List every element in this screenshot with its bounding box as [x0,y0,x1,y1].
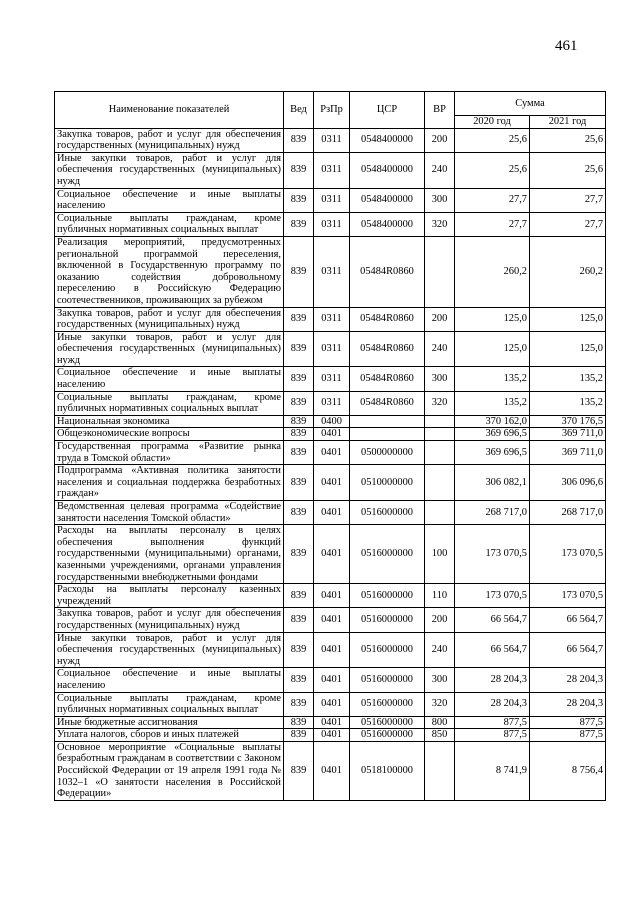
cell-rzpr: 0311 [314,128,350,152]
cell-name: Расходы на выплаты персоналу казенных учреждений [55,584,284,608]
table-body [55,128,606,800]
cell-vr [425,415,455,428]
cell-amount-2021: 27,7 [530,212,606,236]
table-row [55,584,606,608]
cell-vr [425,501,455,525]
cell-ved: 839 [284,741,314,800]
cell-vr: 100 [425,525,455,584]
cell-rzpr: 0401 [314,428,350,441]
cell-vr [425,465,455,501]
cell-amount-2021: 125,0 [530,307,606,331]
cell-vr: 800 [425,716,455,729]
cell-amount-2021: 27,7 [530,188,606,212]
cell-name: Социальные выплаты гражданам, кроме публичных нормативных социальных выплат [55,212,284,236]
table-row [55,729,606,742]
cell-name: Иные бюджетные ассигнования [55,716,284,729]
cell-amount-2021: 173 070,5 [530,525,606,584]
col-header-sum: Сумма [455,92,606,116]
cell-vr: 240 [425,331,455,367]
cell-amount-2021: 135,2 [530,367,606,391]
cell-rzpr: 0311 [314,307,350,331]
cell-amount-2021: 25,6 [530,152,606,188]
cell-ved: 839 [284,331,314,367]
cell-name: Социальное обеспечение и иные выплаты населению [55,367,284,391]
table-row [55,608,606,632]
cell-csr: 0548400000 [350,188,425,212]
col-header-2021: 2021 год [530,116,606,129]
cell-ved: 839 [284,152,314,188]
cell-amount-2020: 28 204,3 [455,692,530,716]
cell-ved: 839 [284,188,314,212]
cell-rzpr: 0401 [314,584,350,608]
cell-amount-2021: 370 176,5 [530,415,606,428]
cell-name: Закупка товаров, работ и услуг для обеспечения государственных (муниципальных) нужд [55,307,284,331]
cell-amount-2021: 125,0 [530,331,606,367]
cell-rzpr: 0401 [314,692,350,716]
cell-ved: 839 [284,367,314,391]
table-row [55,415,606,428]
table-row [55,692,606,716]
cell-vr: 200 [425,128,455,152]
table-row [55,668,606,692]
cell-vr: 110 [425,584,455,608]
cell-amount-2021: 28 204,3 [530,692,606,716]
cell-vr [425,236,455,307]
cell-amount-2020: 66 564,7 [455,632,530,668]
cell-ved: 839 [284,391,314,415]
cell-ved: 839 [284,465,314,501]
cell-csr [350,428,425,441]
cell-ved: 839 [284,716,314,729]
cell-ved: 839 [284,608,314,632]
cell-amount-2021: 260,2 [530,236,606,307]
cell-csr: 0516000000 [350,632,425,668]
cell-amount-2021: 369 711,0 [530,441,606,465]
col-header-ved: Вед [284,92,314,129]
table-row [55,188,606,212]
cell-name: Уплата налогов, сборов и иных платежей [55,729,284,742]
cell-amount-2021: 25,6 [530,128,606,152]
cell-rzpr: 0400 [314,415,350,428]
cell-ved: 839 [284,525,314,584]
cell-amount-2021: 877,5 [530,716,606,729]
cell-csr: 0548400000 [350,212,425,236]
col-header-vr: ВР [425,92,455,129]
cell-amount-2021: 66 564,7 [530,632,606,668]
col-header-name: Наименование показателей [55,92,284,129]
cell-ved: 839 [284,428,314,441]
cell-amount-2020: 8 741,9 [455,741,530,800]
cell-amount-2020: 27,7 [455,212,530,236]
cell-rzpr: 0401 [314,716,350,729]
cell-name: Основное мероприятие «Социальные выплаты безработным гражданам в соответствии с Законом Российской Федерации от 19 апреля 1991 года № 1032–1 «О занятости населения в Российской Федерации» [55,741,284,800]
cell-vr: 300 [425,188,455,212]
cell-amount-2020: 306 082,1 [455,465,530,501]
cell-amount-2020: 25,6 [455,128,530,152]
cell-amount-2020: 369 696,5 [455,428,530,441]
cell-amount-2021: 28 204,3 [530,668,606,692]
col-header-2020: 2020 год [455,116,530,129]
cell-amount-2021: 135,2 [530,391,606,415]
cell-amount-2020: 268 717,0 [455,501,530,525]
page-number: 461 [555,38,578,54]
cell-amount-2021: 306 096,6 [530,465,606,501]
cell-rzpr: 0401 [314,525,350,584]
cell-vr: 300 [425,668,455,692]
table-row [55,525,606,584]
table-row [55,307,606,331]
cell-amount-2020: 877,5 [455,716,530,729]
cell-amount-2020: 27,7 [455,188,530,212]
cell-amount-2020: 125,0 [455,331,530,367]
table-row [55,428,606,441]
cell-name: Социальное обеспечение и иные выплаты населению [55,188,284,212]
cell-name: Социальное обеспечение и иные выплаты населению [55,668,284,692]
cell-ved: 839 [284,212,314,236]
budget-table [54,91,606,801]
cell-csr: 0516000000 [350,501,425,525]
cell-rzpr: 0401 [314,668,350,692]
cell-rzpr: 0401 [314,729,350,742]
cell-name: Государственная программа «Развитие рынка труда в Томской области» [55,441,284,465]
col-header-csr: ЦСР [350,92,425,129]
cell-amount-2020: 135,2 [455,367,530,391]
cell-rzpr: 0401 [314,441,350,465]
cell-csr: 0516000000 [350,729,425,742]
cell-name: Иные закупки товаров, работ и услуг для обеспечения государственных (муниципальных) нужд [55,331,284,367]
table-row [55,367,606,391]
cell-amount-2020: 125,0 [455,307,530,331]
cell-csr: 0516000000 [350,525,425,584]
table-row [55,212,606,236]
cell-amount-2020: 370 162,0 [455,415,530,428]
cell-vr [425,741,455,800]
cell-rzpr: 0311 [314,236,350,307]
cell-amount-2020: 260,2 [455,236,530,307]
cell-amount-2021: 369 711,0 [530,428,606,441]
table-row [55,465,606,501]
cell-amount-2020: 28 204,3 [455,668,530,692]
cell-name: Расходы на выплаты персоналу в целях обеспечения выполнения функций государственными (муниципальными) органами, казенными учреждениями, органами управления государственными внебюджетными фондами [55,525,284,584]
cell-vr: 320 [425,692,455,716]
cell-rzpr: 0311 [314,152,350,188]
table-row [55,716,606,729]
cell-name: Общеэкономические вопросы [55,428,284,441]
cell-rzpr: 0401 [314,632,350,668]
cell-amount-2021: 173 070,5 [530,584,606,608]
cell-ved: 839 [284,307,314,331]
cell-csr: 05484R0860 [350,236,425,307]
cell-ved: 839 [284,668,314,692]
cell-ved: 839 [284,441,314,465]
cell-name: Социальные выплаты гражданам, кроме публичных нормативных социальных выплат [55,692,284,716]
cell-name: Подпрограмма «Активная политика занятости населения и социальная поддержка безработных граждан» [55,465,284,501]
cell-vr: 240 [425,152,455,188]
cell-name: Реализация мероприятий, предусмотренных региональной программой переселения, включенной в Государственную программу по оказанию содействия добровольному переселению в Российскую Федерацию соотечественников, проживающих за рубежом [55,236,284,307]
cell-amount-2020: 25,6 [455,152,530,188]
cell-vr: 200 [425,608,455,632]
cell-ved: 839 [284,584,314,608]
cell-csr: 05484R0860 [350,367,425,391]
cell-vr: 200 [425,307,455,331]
cell-name: Закупка товаров, работ и услуг для обеспечения государственных (муниципальных) нужд [55,608,284,632]
table-row [55,236,606,307]
cell-vr [425,441,455,465]
cell-name: Иные закупки товаров, работ и услуг для обеспечения государственных (муниципальных) нужд [55,152,284,188]
cell-amount-2020: 369 696,5 [455,441,530,465]
table-row [55,391,606,415]
cell-ved: 839 [284,128,314,152]
cell-rzpr: 0311 [314,331,350,367]
cell-rzpr: 0311 [314,188,350,212]
cell-ved: 839 [284,501,314,525]
cell-csr: 0500000000 [350,441,425,465]
cell-csr: 0516000000 [350,692,425,716]
cell-amount-2020: 173 070,5 [455,584,530,608]
cell-amount-2021: 268 717,0 [530,501,606,525]
cell-rzpr: 0311 [314,367,350,391]
cell-ved: 839 [284,729,314,742]
cell-vr: 320 [425,391,455,415]
table-row [55,331,606,367]
cell-name: Социальные выплаты гражданам, кроме публичных нормативных социальных выплат [55,391,284,415]
cell-csr: 05484R0860 [350,391,425,415]
cell-amount-2021: 877,5 [530,729,606,742]
cell-vr: 300 [425,367,455,391]
cell-vr [425,428,455,441]
cell-rzpr: 0401 [314,608,350,632]
cell-csr: 0510000000 [350,465,425,501]
cell-csr [350,415,425,428]
cell-rzpr: 0311 [314,212,350,236]
cell-vr: 240 [425,632,455,668]
table-row [55,632,606,668]
cell-amount-2020: 135,2 [455,391,530,415]
cell-ved: 839 [284,632,314,668]
table-row [55,128,606,152]
cell-ved: 839 [284,236,314,307]
col-header-rzpr: РзПр [314,92,350,129]
cell-rzpr: 0401 [314,501,350,525]
cell-csr: 0516000000 [350,668,425,692]
cell-amount-2020: 66 564,7 [455,608,530,632]
cell-name: Закупка товаров, работ и услуг для обеспечения государственных (муниципальных) нужд [55,128,284,152]
cell-amount-2020: 877,5 [455,729,530,742]
cell-csr: 0516000000 [350,716,425,729]
cell-csr: 0548400000 [350,152,425,188]
cell-amount-2021: 8 756,4 [530,741,606,800]
cell-rzpr: 0401 [314,465,350,501]
cell-name: Ведомственная целевая программа «Содействие занятости населения Томской области» [55,501,284,525]
cell-csr: 05484R0860 [350,307,425,331]
cell-rzpr: 0401 [314,741,350,800]
cell-ved: 839 [284,415,314,428]
cell-csr: 0518100000 [350,741,425,800]
cell-csr: 0516000000 [350,608,425,632]
table-row [55,152,606,188]
table-row [55,501,606,525]
cell-csr: 0548400000 [350,128,425,152]
table-row [55,741,606,800]
cell-ved: 839 [284,692,314,716]
cell-amount-2020: 173 070,5 [455,525,530,584]
cell-name: Иные закупки товаров, работ и услуг для обеспечения государственных (муниципальных) нужд [55,632,284,668]
cell-name: Национальная экономика [55,415,284,428]
cell-amount-2021: 66 564,7 [530,608,606,632]
cell-csr: 0516000000 [350,584,425,608]
cell-vr: 850 [425,729,455,742]
cell-rzpr: 0311 [314,391,350,415]
table-row [55,441,606,465]
cell-csr: 05484R0860 [350,331,425,367]
cell-vr: 320 [425,212,455,236]
